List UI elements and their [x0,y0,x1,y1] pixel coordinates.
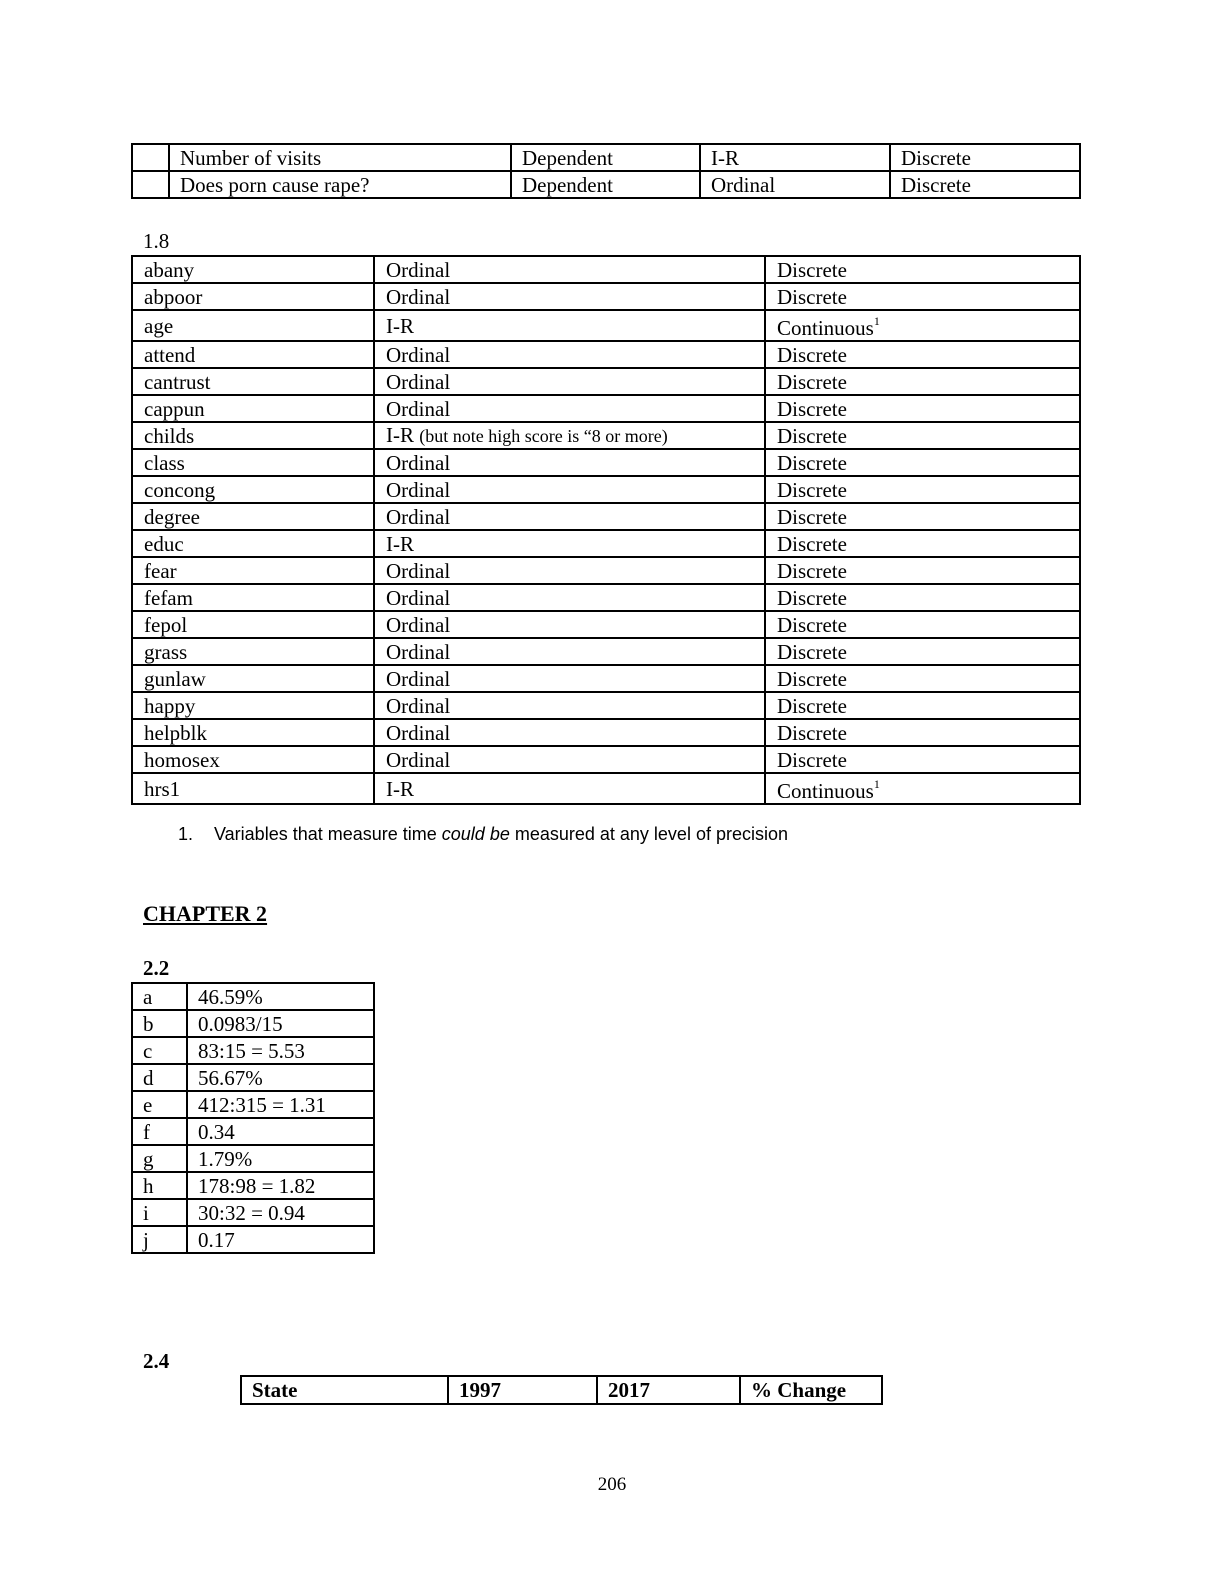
section-heading-2-2: 2.2 [143,956,170,980]
variable-cell: cappun [132,395,374,422]
type-cell [765,283,1080,310]
answer-cell: 30:32 = 0.94 [187,1199,374,1226]
answer-cell: 178:98 = 1.82 [187,1172,374,1199]
level-cell [374,395,765,422]
table-row [132,395,1080,422]
variable-cell: Number of visits [169,144,511,171]
footnote-text-italic: could be [441,824,510,844]
type-cell [765,395,1080,422]
column-header: State [241,1376,448,1404]
type-text: Discrete [777,585,847,610]
level-text: I-R [386,531,414,556]
type-cell [765,310,1080,341]
table-row [132,1199,374,1226]
level-cell [374,310,765,341]
table-row [132,665,1080,692]
variable-cell: Does porn cause rape? [169,171,511,198]
type-text: Continuous [777,779,874,803]
variable-cell: degree [132,503,374,530]
level-text: Ordinal [386,342,451,367]
variables-table-continued [131,143,1081,199]
level-text: Ordinal [386,747,451,772]
table-row [132,773,1080,804]
variable-cell: fear [132,557,374,584]
variable-cell: hrs1 [132,773,374,804]
column-header: % Change [740,1376,882,1404]
table-row [132,746,1080,773]
level-cell: I-R [700,144,890,171]
level-cell [374,638,765,665]
level-text: I-R [386,776,414,801]
level-cell [374,530,765,557]
variable-cell: happy [132,692,374,719]
table-row [132,283,1080,310]
type-text: Continuous [777,316,874,340]
table-row [132,1091,374,1118]
level-cell [374,584,765,611]
item-letter-cell: j [132,1226,187,1253]
footnote-text-after: measured at any level of precision [509,824,788,844]
variable-cell: fepol [132,611,374,638]
level-cell [374,256,765,283]
level-note: (but note high score is “8 or more) [419,426,668,446]
table-row [132,638,1080,665]
table-row [132,503,1080,530]
level-text: Ordinal [386,450,451,475]
level-cell [374,476,765,503]
gss-variables-table [131,255,1081,805]
variable-cell: helpblk [132,719,374,746]
item-letter-cell: f [132,1118,187,1145]
item-letter-cell: b [132,1010,187,1037]
type-cell [765,557,1080,584]
table-row [132,476,1080,503]
level-cell [374,665,765,692]
answers-table-2-2 [131,982,375,1254]
table-row [132,983,374,1010]
footnote-marker: 1 [873,777,880,791]
footnote-marker: 1 [873,314,880,328]
answer-cell: 56.67% [187,1064,374,1091]
level-text: Ordinal [386,257,451,282]
variable-cell: gunlaw [132,665,374,692]
answer-cell: 412:315 = 1.31 [187,1091,374,1118]
chapter-heading: CHAPTER 2 [143,901,268,926]
variable-cell: class [132,449,374,476]
type-cell [765,584,1080,611]
footnote [178,824,788,845]
type-cell [765,665,1080,692]
type-cell [765,530,1080,557]
table-row [132,1172,374,1199]
state-change-table [240,1375,883,1405]
table-row [132,1064,374,1091]
item-letter-cell: h [132,1172,187,1199]
column-header: 2017 [597,1376,740,1404]
table-row [132,1226,374,1253]
level-cell [374,341,765,368]
type-text: Discrete [777,612,847,637]
variable-cell: homosex [132,746,374,773]
type-text: Discrete [777,504,847,529]
level-cell [374,503,765,530]
table-row [132,422,1080,449]
type-cell [765,341,1080,368]
level-cell [374,557,765,584]
variable-cell: concong [132,476,374,503]
level-text: Ordinal [386,693,451,718]
table-row [132,144,1080,171]
answer-cell: 46.59% [187,983,374,1010]
table-row [132,310,1080,341]
table-row [132,1118,374,1145]
variable-cell: abany [132,256,374,283]
type-cell [765,368,1080,395]
table-row [132,719,1080,746]
item-letter-cell: d [132,1064,187,1091]
type-cell [765,773,1080,804]
level-cell [374,611,765,638]
item-letter-cell: a [132,983,187,1010]
level-text: Ordinal [386,666,451,691]
level-text: Ordinal [386,558,451,583]
type-text: Discrete [777,423,847,448]
blank-cell [132,171,169,198]
variable-cell: fefam [132,584,374,611]
item-letter-cell: e [132,1091,187,1118]
table-row [132,341,1080,368]
level-cell [374,719,765,746]
variable-cell: cantrust [132,368,374,395]
type-text: Discrete [777,747,847,772]
role-cell: Dependent [511,144,700,171]
level-text: I-R [386,423,414,447]
variable-cell: abpoor [132,283,374,310]
table-row [132,530,1080,557]
type-cell [765,476,1080,503]
table-row [132,611,1080,638]
type-text: Discrete [777,342,847,367]
answer-cell: 0.34 [187,1118,374,1145]
level-cell [374,283,765,310]
item-letter-cell: c [132,1037,187,1064]
type-cell [765,638,1080,665]
variable-cell: childs [132,422,374,449]
type-text: Discrete [777,639,847,664]
type-cell [765,719,1080,746]
section-heading-2-4: 2.4 [143,1349,170,1373]
type-cell [765,449,1080,476]
type-cell [765,692,1080,719]
variable-cell: educ [132,530,374,557]
level-text: Ordinal [386,284,451,309]
level-cell [374,449,765,476]
answer-cell: 83:15 = 5.53 [187,1037,374,1064]
type-cell [765,503,1080,530]
type-cell [765,746,1080,773]
type-text: Discrete [777,396,847,421]
table-row [132,692,1080,719]
variable-cell: attend [132,341,374,368]
page-number: 206 [597,1474,627,1495]
table-row [132,171,1080,198]
table-row [132,256,1080,283]
level-text: Ordinal [386,585,451,610]
level-text: Ordinal [386,639,451,664]
role-cell: Dependent [511,171,700,198]
type-cell: Discrete [890,144,1080,171]
item-letter-cell: i [132,1199,187,1226]
footnote-number: 1. [178,824,194,844]
table-row [132,1010,374,1037]
level-text: Ordinal [386,720,451,745]
type-text: Discrete [777,257,847,282]
level-cell [374,422,765,449]
type-cell [765,256,1080,283]
type-text: Discrete [777,558,847,583]
table-row [132,584,1080,611]
table-row [132,368,1080,395]
level-cell [374,368,765,395]
level-text: I-R [386,313,414,338]
answer-cell: 0.17 [187,1226,374,1253]
type-text: Discrete [777,720,847,745]
level-cell [374,746,765,773]
column-header: 1997 [448,1376,597,1404]
variable-cell: age [132,310,374,341]
type-cell [765,611,1080,638]
type-cell: Discrete [890,171,1080,198]
level-text: Ordinal [386,369,451,394]
table-header-row [241,1376,882,1404]
variable-cell: grass [132,638,374,665]
type-text: Discrete [777,477,847,502]
item-letter-cell: g [132,1145,187,1172]
level-text: Ordinal [386,504,451,529]
section-heading-1-8: 1.8 [143,229,170,253]
type-cell [765,422,1080,449]
type-text: Discrete [777,666,847,691]
table-row [132,557,1080,584]
blank-cell [132,144,169,171]
table-row [132,449,1080,476]
level-text: Ordinal [386,612,451,637]
level-text: Ordinal [386,396,451,421]
table-row [132,1145,374,1172]
type-text: Discrete [777,693,847,718]
type-text: Discrete [777,531,847,556]
answer-cell: 1.79% [187,1145,374,1172]
level-cell: Ordinal [700,171,890,198]
type-text: Discrete [777,450,847,475]
level-cell [374,692,765,719]
level-cell [374,773,765,804]
type-text: Discrete [777,284,847,309]
table-row [132,1037,374,1064]
footnote-text-before: Variables that measure time [214,824,442,844]
level-text: Ordinal [386,477,451,502]
answer-cell: 0.0983/15 [187,1010,374,1037]
type-text: Discrete [777,369,847,394]
